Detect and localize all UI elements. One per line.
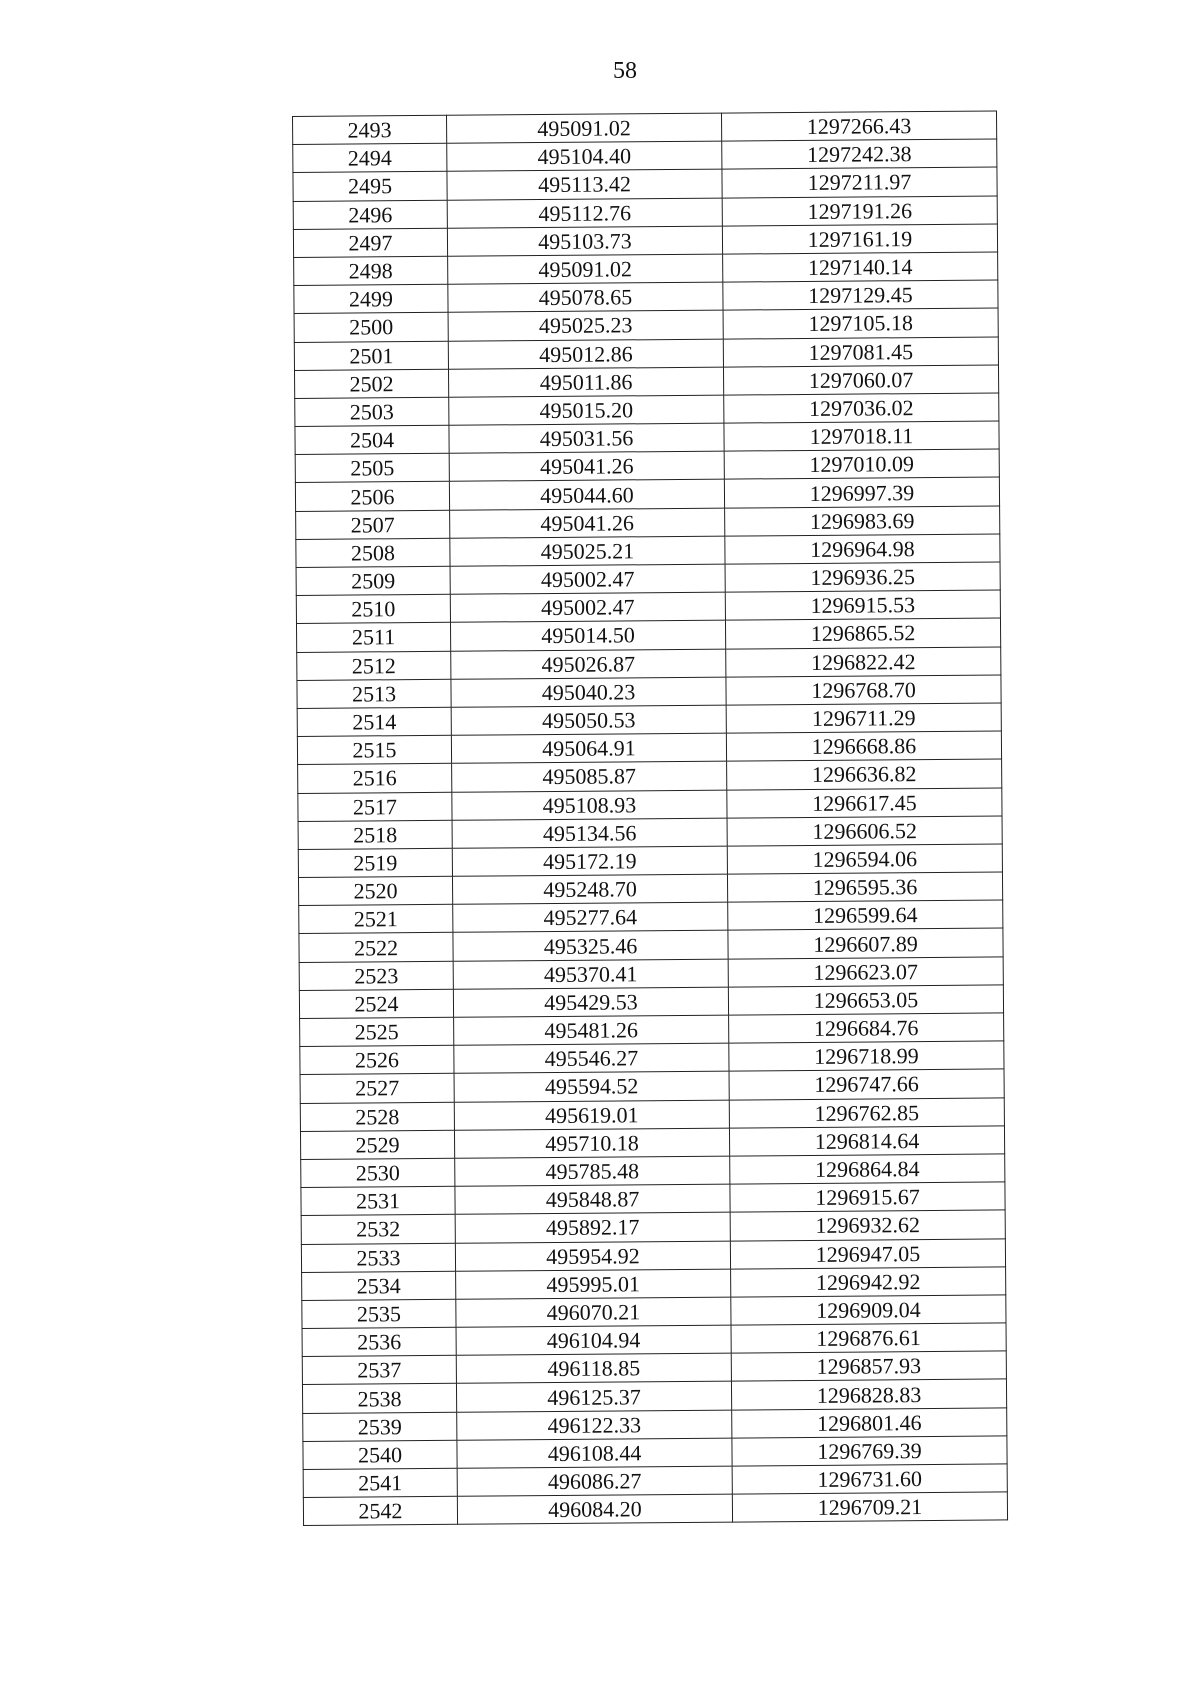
point-number-cell: 2536 (302, 1327, 456, 1356)
x-coordinate-cell: 495594.52 (454, 1071, 729, 1101)
point-number-cell: 2507 (296, 510, 450, 539)
y-coordinate-cell: 1296595.36 (727, 872, 1002, 902)
point-number-cell: 2528 (300, 1102, 454, 1131)
x-coordinate-cell: 495104.40 (447, 141, 722, 171)
y-coordinate-cell: 1297018.11 (724, 421, 999, 451)
y-coordinate-cell: 1296606.52 (727, 816, 1002, 846)
point-number-cell: 2518 (298, 820, 452, 849)
x-coordinate-cell: 495134.56 (452, 818, 727, 848)
point-number-cell: 2529 (300, 1130, 454, 1159)
x-coordinate-cell: 495025.23 (448, 310, 723, 340)
point-number-cell: 2522 (299, 933, 453, 962)
y-coordinate-cell: 1296814.64 (729, 1126, 1004, 1156)
y-coordinate-cell: 1296857.93 (731, 1351, 1006, 1381)
y-coordinate-cell: 1296876.61 (731, 1323, 1006, 1353)
x-coordinate-cell: 496104.94 (456, 1325, 731, 1355)
point-number-cell: 2501 (294, 341, 448, 370)
point-number-cell: 2497 (293, 228, 447, 257)
x-coordinate-cell: 495025.21 (450, 536, 725, 566)
x-coordinate-cell: 495619.01 (454, 1100, 729, 1130)
y-coordinate-cell: 1296915.67 (730, 1182, 1005, 1212)
x-coordinate-cell: 496125.37 (456, 1382, 731, 1412)
x-coordinate-cell: 495091.02 (446, 113, 721, 143)
x-coordinate-cell: 495014.50 (450, 620, 725, 650)
x-coordinate-cell: 495113.42 (447, 170, 722, 200)
point-number-cell: 2493 (293, 115, 447, 144)
y-coordinate-cell: 1296768.70 (726, 675, 1001, 705)
point-number-cell: 2500 (294, 313, 448, 342)
point-number-cell: 2535 (302, 1299, 456, 1328)
point-number-cell: 2531 (301, 1186, 455, 1215)
y-coordinate-cell: 1297105.18 (723, 308, 998, 338)
point-number-cell: 2530 (301, 1158, 455, 1187)
point-number-cell: 2539 (303, 1412, 457, 1441)
x-coordinate-cell: 495277.64 (453, 902, 728, 932)
table-row (303, 1492, 1007, 1526)
x-coordinate-cell: 495370.41 (453, 959, 728, 989)
x-coordinate-cell: 495085.87 (452, 761, 727, 791)
x-coordinate-cell: 495078.65 (448, 282, 723, 312)
point-number-cell: 2537 (302, 1355, 456, 1384)
coordinates-table (292, 110, 1008, 1526)
point-number-cell: 2527 (300, 1074, 454, 1103)
point-number-cell: 2496 (293, 200, 447, 229)
x-coordinate-cell: 495011.86 (448, 367, 723, 397)
point-number-cell: 2520 (298, 876, 452, 905)
point-number-cell: 2538 (302, 1384, 456, 1413)
point-number-cell: 2526 (300, 1045, 454, 1074)
y-coordinate-cell: 1296769.39 (732, 1436, 1007, 1466)
point-number-cell: 2504 (295, 425, 449, 454)
x-coordinate-cell: 496118.85 (456, 1353, 731, 1383)
y-coordinate-cell: 1296617.45 (727, 787, 1002, 817)
y-coordinate-cell: 1296915.53 (725, 590, 1000, 620)
point-number-cell: 2513 (297, 679, 451, 708)
point-number-cell: 2514 (297, 707, 451, 736)
point-number-cell: 2511 (296, 623, 450, 652)
y-coordinate-cell: 1296623.07 (728, 957, 1003, 987)
x-coordinate-cell: 495172.19 (452, 846, 727, 876)
point-number-cell: 2541 (303, 1468, 457, 1497)
x-coordinate-cell: 496086.27 (457, 1466, 732, 1496)
y-coordinate-cell: 1296599.64 (728, 900, 1003, 930)
point-number-cell: 2517 (298, 792, 452, 821)
point-number-cell: 2534 (302, 1271, 456, 1300)
x-coordinate-cell: 495848.87 (455, 1184, 730, 1214)
y-coordinate-cell: 1296865.52 (725, 618, 1000, 648)
y-coordinate-cell: 1296864.84 (730, 1154, 1005, 1184)
y-coordinate-cell: 1297060.07 (723, 365, 998, 395)
x-coordinate-cell: 495041.26 (450, 508, 725, 538)
point-number-cell: 2502 (294, 369, 448, 398)
y-coordinate-cell: 1296747.66 (729, 1069, 1004, 1099)
x-coordinate-cell: 495710.18 (454, 1128, 729, 1158)
y-coordinate-cell: 1297211.97 (722, 167, 997, 197)
point-number-cell: 2542 (303, 1496, 457, 1525)
x-coordinate-cell: 495108.93 (452, 790, 727, 820)
y-coordinate-cell: 1296932.62 (730, 1210, 1005, 1240)
point-number-cell: 2533 (301, 1243, 455, 1272)
point-number-cell: 2510 (296, 594, 450, 623)
y-coordinate-cell: 1296822.42 (726, 647, 1001, 677)
coordinates-table-body (293, 111, 1008, 1526)
y-coordinate-cell: 1296594.06 (727, 844, 1002, 874)
point-number-cell: 2540 (303, 1440, 457, 1469)
point-number-cell: 2512 (297, 651, 451, 680)
point-number-cell: 2505 (295, 454, 449, 483)
y-coordinate-cell: 1296653.05 (728, 985, 1003, 1015)
y-coordinate-cell: 1296936.25 (725, 562, 1000, 592)
point-number-cell: 2509 (296, 566, 450, 595)
y-coordinate-cell: 1297140.14 (723, 252, 998, 282)
point-number-cell: 2498 (294, 256, 448, 285)
y-coordinate-cell: 1297081.45 (723, 336, 998, 366)
y-coordinate-cell: 1296942.92 (731, 1267, 1006, 1297)
y-coordinate-cell: 1296711.29 (726, 703, 1001, 733)
page-number: 58 (613, 58, 637, 84)
x-coordinate-cell: 495091.02 (448, 254, 723, 284)
y-coordinate-cell: 1296607.89 (728, 928, 1003, 958)
y-coordinate-cell: 1296709.21 (732, 1492, 1007, 1522)
y-coordinate-cell: 1296668.86 (726, 731, 1001, 761)
y-coordinate-cell: 1296909.04 (731, 1295, 1006, 1325)
x-coordinate-cell: 495031.56 (449, 423, 724, 453)
y-coordinate-cell: 1297161.19 (722, 224, 997, 254)
x-coordinate-cell: 495995.01 (456, 1269, 731, 1299)
y-coordinate-cell: 1296731.60 (732, 1464, 1007, 1494)
x-coordinate-cell: 495785.48 (455, 1156, 730, 1186)
point-number-cell: 2532 (301, 1215, 455, 1244)
y-coordinate-cell: 1296828.83 (731, 1379, 1006, 1409)
point-number-cell: 2521 (299, 905, 453, 934)
point-number-cell: 2516 (298, 764, 452, 793)
y-coordinate-cell: 1296983.69 (725, 506, 1000, 536)
y-coordinate-cell: 1297266.43 (721, 111, 996, 141)
x-coordinate-cell: 495044.60 (449, 480, 724, 510)
y-coordinate-cell: 1296964.98 (725, 534, 1000, 564)
x-coordinate-cell: 496084.20 (457, 1494, 732, 1524)
x-coordinate-cell: 495103.73 (447, 226, 722, 256)
y-coordinate-cell: 1296947.05 (730, 1238, 1005, 1268)
x-coordinate-cell: 495064.91 (451, 733, 726, 763)
y-coordinate-cell: 1296997.39 (724, 477, 999, 507)
x-coordinate-cell: 495002.47 (450, 592, 725, 622)
x-coordinate-cell: 495248.70 (452, 874, 727, 904)
point-number-cell: 2506 (295, 482, 449, 511)
y-coordinate-cell: 1297191.26 (722, 196, 997, 226)
x-coordinate-cell: 495002.47 (450, 564, 725, 594)
y-coordinate-cell: 1297129.45 (723, 280, 998, 310)
point-number-cell: 2525 (300, 1017, 454, 1046)
x-coordinate-cell: 495041.26 (449, 451, 724, 481)
x-coordinate-cell: 495026.87 (451, 649, 726, 679)
point-number-cell: 2495 (293, 172, 447, 201)
point-number-cell: 2515 (297, 735, 451, 764)
x-coordinate-cell: 495546.27 (454, 1043, 729, 1073)
y-coordinate-cell: 1296762.85 (729, 1097, 1004, 1127)
x-coordinate-cell: 495481.26 (454, 1015, 729, 1045)
x-coordinate-cell: 495012.86 (448, 339, 723, 369)
point-number-cell: 2499 (294, 284, 448, 313)
y-coordinate-cell: 1296801.46 (732, 1408, 1007, 1438)
y-coordinate-cell: 1296718.99 (729, 1041, 1004, 1071)
x-coordinate-cell: 496108.44 (457, 1438, 732, 1468)
point-number-cell: 2524 (299, 989, 453, 1018)
x-coordinate-cell: 495954.92 (455, 1241, 730, 1271)
x-coordinate-cell: 496122.33 (457, 1410, 732, 1440)
x-coordinate-cell: 495429.53 (453, 987, 728, 1017)
y-coordinate-cell: 1297036.02 (724, 393, 999, 423)
x-coordinate-cell: 495112.76 (447, 198, 722, 228)
y-coordinate-cell: 1296636.82 (727, 759, 1002, 789)
point-number-cell: 2503 (295, 397, 449, 426)
point-number-cell: 2523 (299, 961, 453, 990)
y-coordinate-cell: 1297242.38 (722, 139, 997, 169)
point-number-cell: 2494 (293, 143, 447, 172)
x-coordinate-cell: 495015.20 (449, 395, 724, 425)
x-coordinate-cell: 495892.17 (455, 1212, 730, 1242)
point-number-cell: 2519 (298, 848, 452, 877)
x-coordinate-cell: 495040.23 (451, 677, 726, 707)
x-coordinate-cell: 495325.46 (453, 931, 728, 961)
x-coordinate-cell: 495050.53 (451, 705, 726, 735)
y-coordinate-cell: 1297010.09 (724, 449, 999, 479)
y-coordinate-cell: 1296684.76 (729, 1013, 1004, 1043)
x-coordinate-cell: 496070.21 (456, 1297, 731, 1327)
point-number-cell: 2508 (296, 538, 450, 567)
